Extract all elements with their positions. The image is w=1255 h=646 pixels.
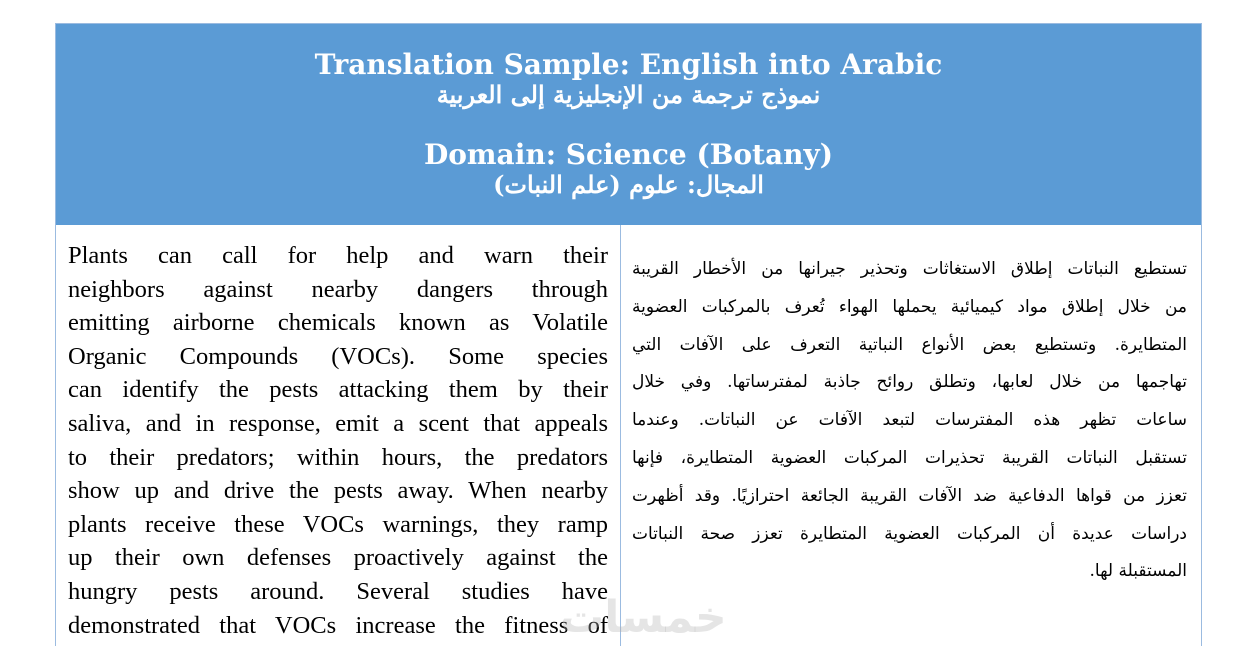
english-column	[56, 225, 621, 646]
arabic-line: تستقبل النباتات القريبة تحذيرات المركبات العضوية المتطايرة، فإنها	[632, 447, 1187, 468]
english-line: neighbors against nearby dangers through	[68, 275, 608, 303]
title-english: Translation Sample: English into Arabic	[314, 48, 943, 81]
english-line: emitting airborne chemicals known as Volatile	[68, 309, 608, 337]
english-line: hungry pests around. Several studies have	[68, 577, 608, 605]
arabic-line: ساعات تظهر هذه المفترسات لتبعد الآفات عن النباتات. وعندما	[632, 410, 1187, 431]
english-line: demonstrated that VOCs increase the fitness of	[68, 611, 608, 639]
english-line: up their own defenses proactively against the	[68, 544, 608, 572]
english-paragraph	[68, 239, 608, 642]
arabic-line: المستقبلة لها.	[1089, 561, 1187, 582]
arabic-column	[621, 225, 1201, 646]
arabic-line: من خلال إطلاق مواد كيميائية يحملها الهواء تُعرف بالمركبات العضوية	[632, 296, 1187, 317]
english-line: can identify the pests attacking them by their	[68, 376, 608, 404]
arabic-line: تهاجمها من خلال لعابها، وتطلق روائح جاذبة لمفترساتها. وفي خلال	[632, 372, 1187, 393]
english-line: Organic Compounds (VOCs). Some species	[68, 342, 608, 370]
title-arabic: نموذج ترجمة من الإنجليزية إلى العربية	[436, 80, 821, 109]
arabic-line: دراسات عديدة أن المركبات العضوية المتطايرة تعزز صحة النباتات	[632, 523, 1187, 544]
english-line: saliva, and in response, emit a scent that appeals	[68, 409, 608, 437]
domain-english: Domain: Science (Botany)	[423, 138, 834, 171]
domain-arabic: المجال: علوم (علم النبات)	[493, 170, 764, 199]
english-line: show up and drive the pests away. When nearby	[68, 477, 608, 505]
arabic-paragraph	[632, 251, 1187, 591]
translation-table	[55, 23, 1202, 646]
watermark-logo: خمسات	[560, 592, 727, 643]
english-line: Plants can call for help and warn their	[68, 242, 608, 269]
table-header	[56, 24, 1201, 225]
arabic-line: تستطيع النباتات إطلاق الاستغاثات وتحذير جيرانها من الأخطار القريبة	[632, 259, 1187, 279]
english-line: plants receive these VOCs warnings, they ramp	[68, 510, 608, 538]
arabic-line: تعزز من قواها الدفاعية ضد الآفات القريبة الجائعة احترازيًا. وقد أظهرت	[632, 485, 1187, 506]
arabic-line: المتطايرة. وتستطيع بعض الأنواع النباتية التعرف على الآفات التي	[632, 334, 1187, 355]
english-line: to their predators; within hours, the predators	[68, 443, 608, 471]
